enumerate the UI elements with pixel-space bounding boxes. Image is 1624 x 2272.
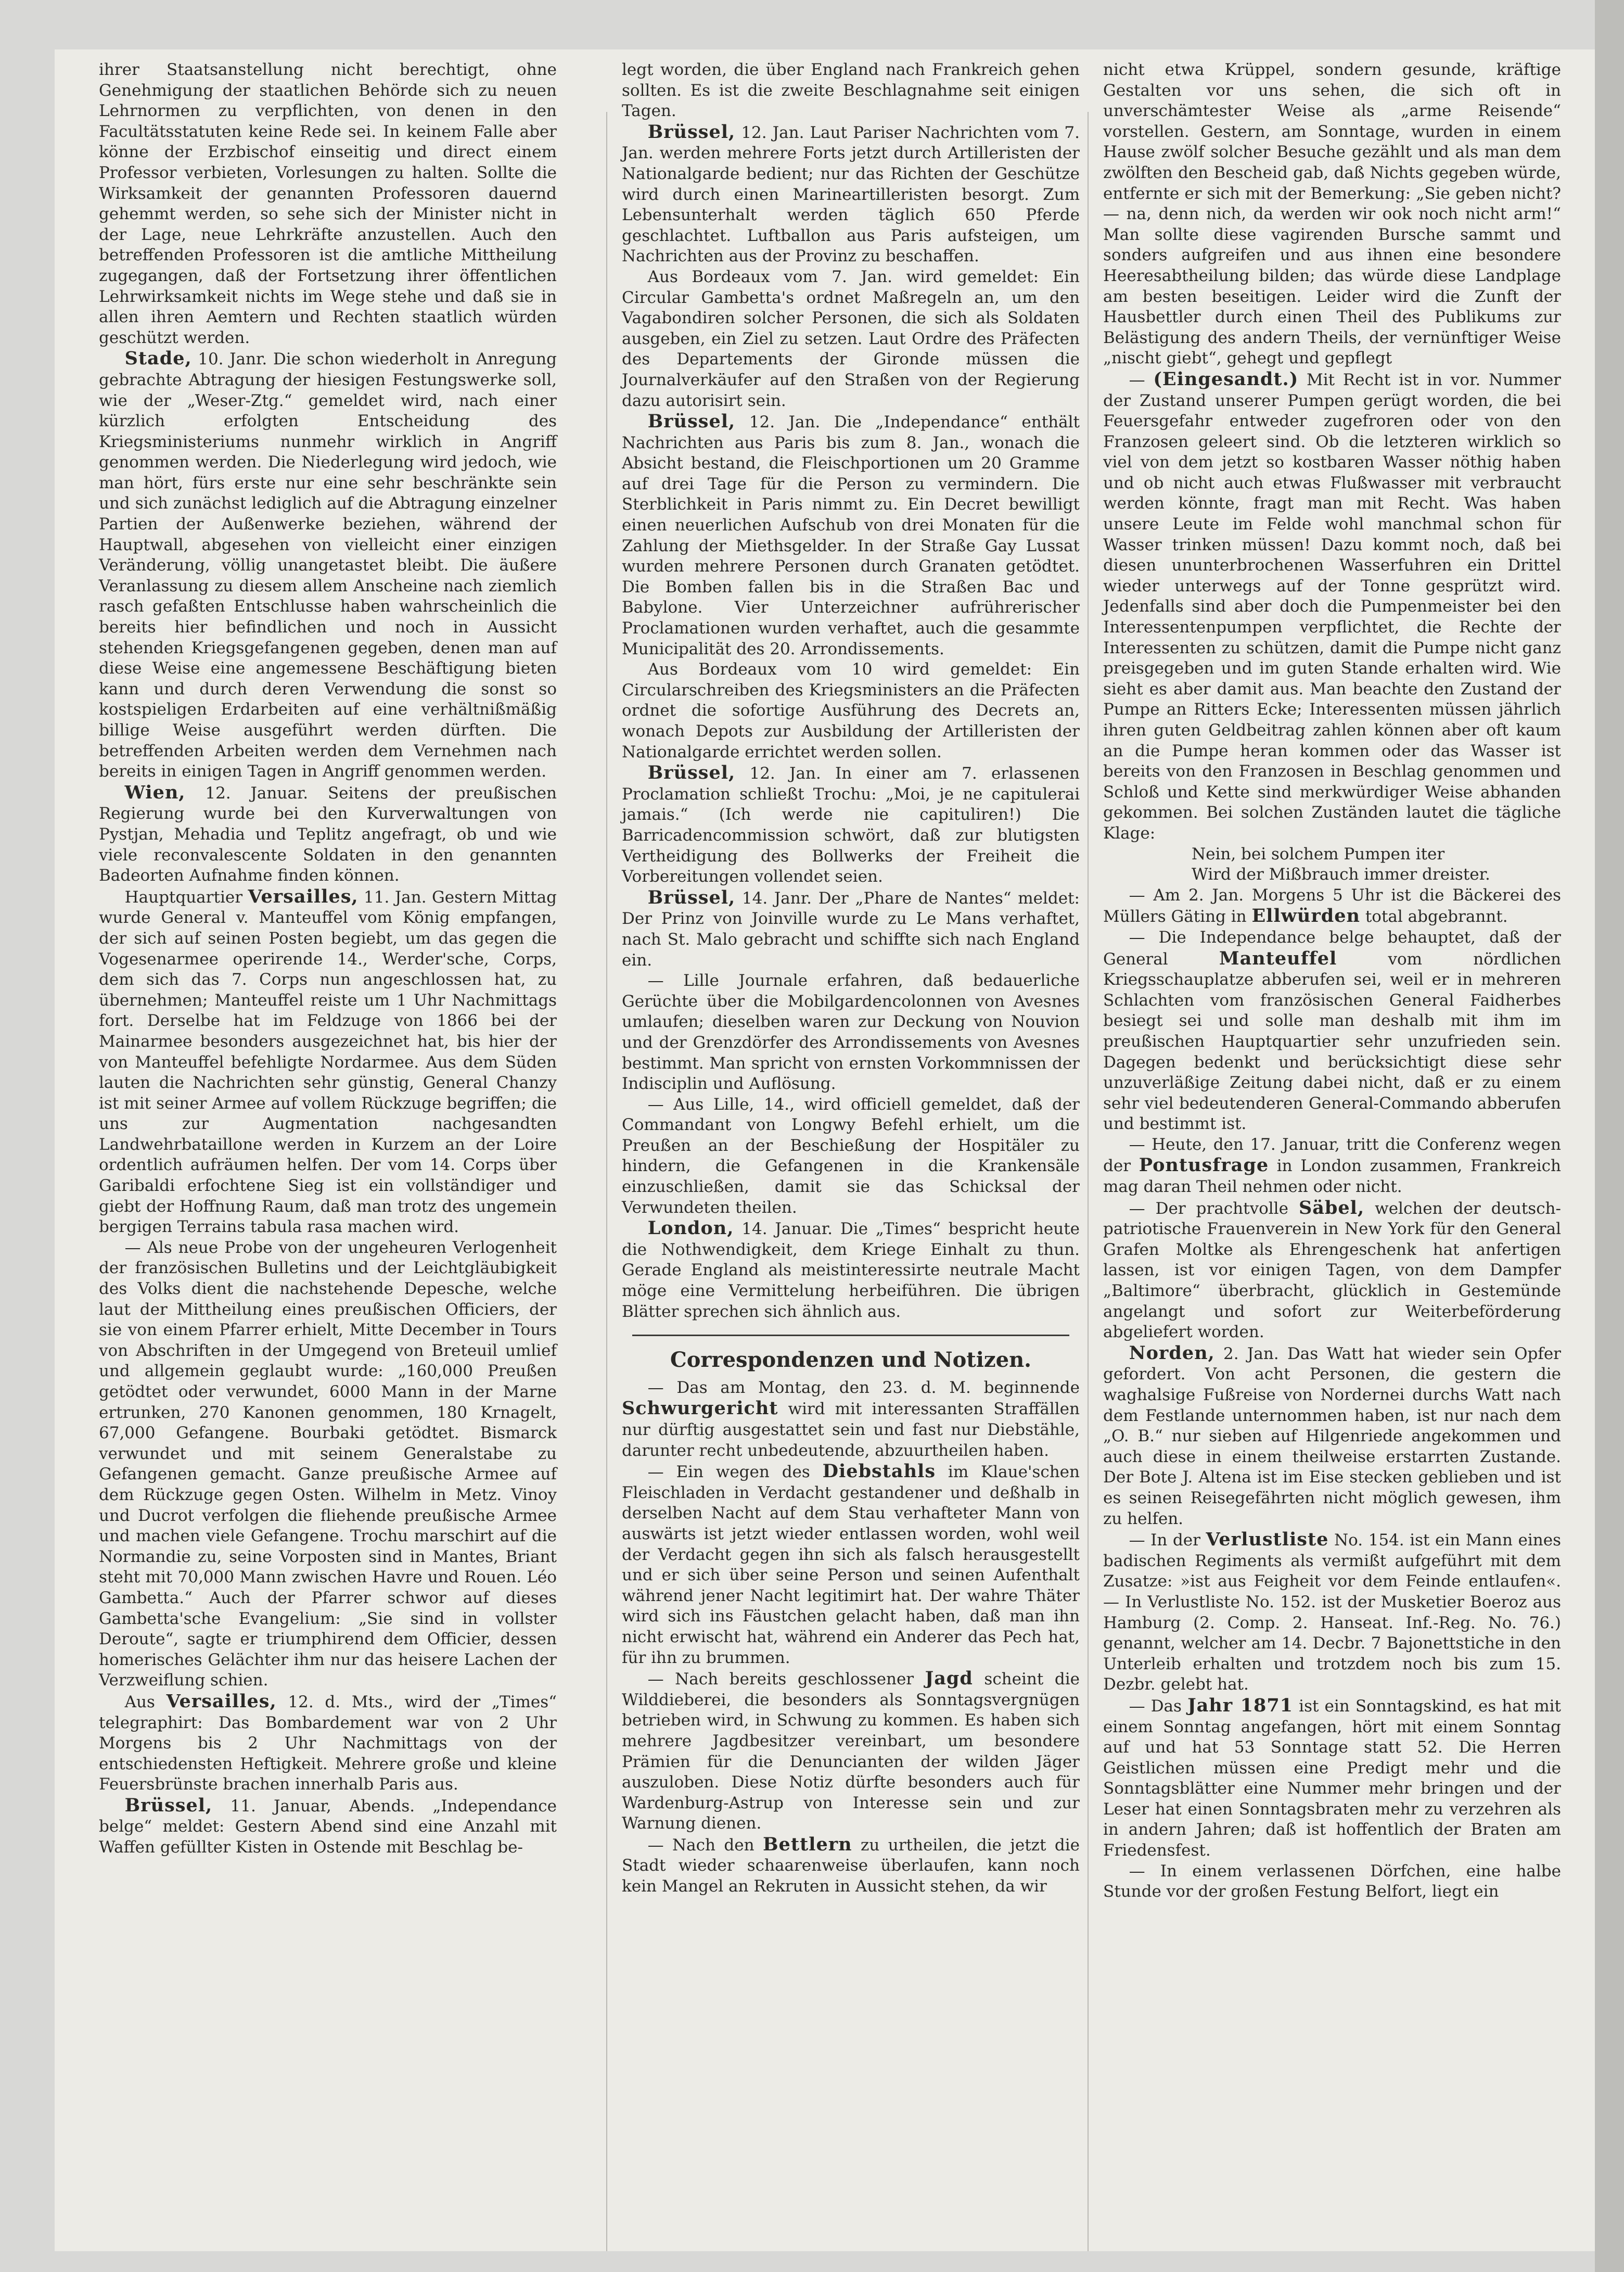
section-heading: Correspondenzen und Notizen. — [670, 1348, 1032, 1373]
dateline-prefix: Aus — [124, 1692, 167, 1711]
paragraph-text: — Aus Lille, 14., wird officiell gemeldet, daß der Commandant von Longwy Befehl erhielt, um die Preußen an der Beschießung der Hospitäler zu hindern, die Gefangenen in die Krankensäle einzuschließen, damit sie das Schicksal der Verwundeten theilen. — [622, 1095, 1080, 1217]
paragraph-text: — Ein wegen des — [647, 1463, 823, 1482]
paragraph-text: 14. Janr. Der „Phare de Nantes“ meldet: Der Prinz von Joinville wurde zu Le Mans verhaftet, nach St. Malo gebracht und schiffte sich nach England ein. — [622, 889, 1080, 970]
text-column-2 — [622, 60, 1080, 1897]
paragraph-text: Mit Recht ist in vor. Nummer der Zustand unserer Pumpen gerügt worden, die bei Feuersgefahr entweder zugefroren oder von den Franzosen geleert sind. Ob die letzteren wirklich so viel von dem jetzt so kostbaren Wasser nöthig haben und ob nicht auch etwas Flußwasser mit verbraucht werden könnte, fragt man mit Recht. Was haben unsere Leute im Felde wohl manchmal schon für Wasser trinken müssen! Dazu kommt noch, daß bei diesen ununterbrochenen Wasserfuhren ein Drittel wieder unterwegs auf der Tonne gesprützt wird. Jedenfalls sind aber doch die Pumpenmeister bei den Interessentenpumpen verpflichtet, die Rechte der Interessenten zu schützen, damit die Pumpe nicht ganz preisgegeben und im guten Stande erhalten wird. Wie sieht es aber damit aus. Man beachte den Zustand der Pumpe an Ritters Ecke; Interessenten müssen jährlich ihren guten Geldbeitrag zahlen können aber oft kaum an die Pumpe heran kommen oder das Wasser ist bereits von den Franzosen in Beschlag genommen und Schloß und Kette sind merkwürdiger Weise abhanden gekommen. Bei solchen Zuständen lautet die tägliche Klage: — [1103, 370, 1561, 843]
article-paragraph — [99, 348, 557, 782]
paragraph-text: 12. Jan. Laut Pariser Nachrichten vom 7. Jan. werden mehrere Forts jetzt durch Artilleristen der Nationalgarde bedient; nur das Richten der Geschütze wird durch einen Marineartilleristen besorgt. Zum Lebensunterhalt werden täglich 650 Pferde geschlachtet. Luftballon aus Paris aufsteigen, um Nachrichten aus der Provinz zu beschaffen. — [622, 123, 1080, 266]
page-edge — [1595, 0, 1624, 2272]
keyword: Schwurgericht — [622, 1398, 778, 1419]
article-paragraph — [1103, 60, 1561, 369]
dateline: Brüssel, — [647, 886, 736, 908]
article-paragraph — [1103, 1861, 1561, 1902]
article-paragraph — [622, 971, 1080, 1095]
article-paragraph — [1103, 928, 1561, 1135]
article-paragraph — [1103, 369, 1561, 844]
keyword: Pontusfrage — [1139, 1154, 1269, 1176]
column-divider — [1088, 112, 1089, 2251]
dateline: Brüssel, — [647, 411, 736, 433]
paragraph-text: — Am 2. Jan. Morgens 5 Uhr ist die Bäckerei des Müllers Gäting in — [1103, 885, 1561, 926]
dateline: Stade, — [124, 348, 192, 370]
paragraph-text: zu urtheilen, die jetzt die Stadt wieder schaarenweise überlaufen, kann noch kein Mangel an Rekruten in Aussicht stehen, da wir — [622, 1835, 1080, 1896]
paragraph-text: — In der — [1129, 1531, 1206, 1550]
keyword: Säbel, — [1298, 1197, 1365, 1218]
article-paragraph — [99, 782, 557, 886]
paragraph-text: vom nördlichen Kriegsschauplatze abberufen sei, weil er in mehreren Schlachten vom französischen General Faidherbes besiegt sei und solle man deshalb mit ihm im preußischen Hauptquartier sehr unzufrieden sein. Dagegen bedenkt und berücksichtigt diese sehr unzuverläßige Zeitung dabei nicht, daß er zu einem sehr viel bedeutenderen General-Commando abberufen und bestimmt ist. — [1103, 949, 1561, 1134]
article-paragraph — [99, 60, 557, 348]
article-paragraph — [99, 886, 557, 1238]
paragraph-text: — Die Independance belge behauptet, daß der General — [1103, 928, 1561, 969]
paragraph-text: 2. Jan. Das Watt hat wieder sein Opfer gefordert. Von acht Personen, die gestern die waghalsige Fußreise von Nordernei durchs Watt nach dem Festlande unternommen haben, ist nur nach dem „O. B.“ nur sieben auf Hilgenriede angekommen und auch diese in einem theilweise erstarrten Zustande. Der Bote J. Altena ist im Eise stecken geblieben und ist es seinen Reisegefährten nicht möglich gewesen, ihm zu helfen. — [1103, 1344, 1561, 1528]
article-paragraph — [622, 1834, 1080, 1897]
article-paragraph — [99, 1691, 557, 1795]
paragraph-text: — — [1129, 370, 1154, 389]
keyword: Manteuffel — [1219, 947, 1337, 969]
keyword: Ellwürden — [1251, 905, 1360, 927]
keyword: Jagd — [925, 1668, 973, 1690]
paragraph-text: wird mit interessanten Straffällen nur dürftig ausgestattet sein und fast nur Diebstähle, darunter recht unbedeutende, abzuurtheilen haben. — [622, 1400, 1080, 1460]
paragraph-text: 11. Jan. Gestern Mittag wurde General v. Manteuffel vom König empfangen, der sich auf seinen Posten begiebt, um das gegen die Vogesenarmee operirende 14., Werder'sche, Corps, dem sich das 7. Corps nun angeschlossen hat, zu übernehmen; Manteuffel reiste um 1 Uhr Nachmittags fort. Derselbe hat im Feldzuge von 1866 bei der Mainarmee besonders ausgezeichnet hat, bis hier der von Manteuffel befehligte Nordarmee. Aus dem Süden lauten die Nachrichten sehr günstig, General Chanzy ist mit seiner Armee auf vollem Rückzuge begriffen; die uns zur Augmentation nachgesandten Landwehrbataillone werden in Kurzem an der Loire ordentlich aufräumen helfen. Der vom 14. Corps über Garibaldi erfochtene Sieg ist ein vollständiger und giebt der Hoffnung Raum, daß man trotz des ungemein bergigen Terrains tabula rasa machen wird. — [99, 887, 557, 1237]
article-paragraph — [622, 1668, 1080, 1834]
paragraph-text: — Das am Montag, den 23. d. M. beginnende — [647, 1378, 1080, 1397]
paragraph-text: Aus Bordeaux vom 7. Jan. wird gemeldet: Ein Circular Gambetta's ordnet Maßregeln an, um den Vagabondiren solcher Personen, die sich als Soldaten ausgeben, ein Ziel zu setzen. Laut Ordre des Präfecten des Departements der Gironde müssen die Journalverkäufer auf den Straßen von der Regierung dazu autorisirt sein. — [622, 267, 1080, 410]
paragraph-text: — Nach den — [647, 1835, 763, 1855]
paragraph-text: 12. d. Mts., wird der „Times“ telegraphirt: Das Bombardement war von 2 Uhr Morgens bis 2 Uhr Nachmittags von der entschiedensten Heftigkeit. Mehrere große und kleine Feuersbrünste brachen innerhalb Paris aus. — [99, 1692, 557, 1794]
text-column-3 — [1103, 60, 1561, 1902]
paragraph-text: scheint die Wilddieberei, die besonders als Sonntagsvergnügen betrieben wird, in Schwung zu kommen. Es haben sich mehrere Jagdbesitzer vereinbart, um besondere Prämien für die Denuncianten der wilden Jäger auszuloben. Diese Notiz dürfte besonders auch für Wardenburg-Astrup von Interesse sein und zur Warnung dienen. — [622, 1670, 1080, 1833]
paragraph-text: — Als neue Probe von der ungeheuren Verlogenheit der französischen Bulletins und der Leichtgläubigkeit des Volks dient die nachstehende Depesche, welche laut der Mittheilung eines preußischen Officiers, der sie von einem Pfarrer erhielt, Mitte December in Tours von Abschriften in der Umgegend von Breteuil umlief und allgemein geglaubt wurde: „160,000 Preußen getödtet oder verwundet, 6000 Mann in der Marne ertrunken, 270 Kanonen genommen, 180 Krnagelt, 67,000 Gefangene. Bourbaki getödtet. Bismarck verwundet und mit seinem Generalstabe zu Gefangenen gemacht. Ganze preußische Armee auf dem Rückzuge gegen Osten. Wilhelm in Metz. Vinoy und Ducrot verfolgen die fliehende preußische Armee und machen viele Gefangene. Trochu marschirt auf die Normandie zu, seine Vorposten sind in Mantes, Briant steht mit 70,000 Mann zwischen Havre und Rouen. Léo Gambetta.“ Auch der Pfarrer schwor auf dieses Gambetta'sche Evangelium: „Sie sind in vollster Deroute“, sagte er triumphirend dem Officier, dessen homerisches Gelächter ihm nur das heisere Lachen der Verzweiflung schien. — [99, 1238, 557, 1690]
paragraph-text: — Nach bereits geschlossener — [647, 1670, 925, 1689]
paragraph-text: 10. Janr. Die schon wiederholt in Anregung gebrachte Abtragung der hiesigen Festungswerke soll, wie der „Weser-Ztg.“ gemeldet wird, nach einer kürzlich erfolgten Entscheidung des Kriegsministeriums nunmehr wirklich in Angriff genommen werden. Die Niederlegung wird jedoch, wie man hört, fürs erste nur eine sehr beschränkte sein und sich zunächst lediglich auf die Abtragung einzelner Partien der Außenwerke beziehen, während der Hauptwall, abgesehen von vielleicht einer einzigen Veränderung, völlig unangetastet bleibt. Die äußere Veranlassung zu diesem allem Anscheine nach ziemlich rasch gefaßten Entschlusse haben wahrscheinlich die bereits hier befindlichen und noch in Aussicht stehenden Kriegsgefangenen gegeben, denen man auf diese Weise eine angemessene Beschäftigung bieten kann und durch deren Verwendung die sonst so kostspieligen Erdarbeiten auf eine verhältnißmäßig billige Weise ausgeführt werden dürften. Die betreffenden Arbeiten werden dem Vernehmen nach bereits in einigen Tagen in Angriff genommen werden. — [99, 350, 557, 781]
dateline: Wien, — [124, 781, 186, 803]
paragraph-text: 14. Januar. Die „Times“ bespricht heute die Nothwendigkeit, dem Kriege Einhalt zu thun. Gerade England als meistinteressirte neutrale Macht möge eine Vermittelung herbeiführen. Die übrigen Blätter sprechen sich ähnlich aus. — [622, 1220, 1080, 1321]
paragraph-text: 12. Jan. Die „Independance“ enthält Nachrichten aus Paris bis zum 8. Jan., wonach die Absicht bestand, die Fleischportionen um 20 Gramme auf drei Tage für die Person zu vermindern. Die Sterblichkeit in Paris nimmt zu. Ein Decret bewilligt einen neuerlichen Aufschub von drei Monaten für die Zahlung der Miethsgelder. In der Straße Gay Lussat wurden mehrere Personen durch Granaten getödtet. Die Bomben fallen bis in die Straßen Bac und Babylone. Vier Unterzeichner aufrührerischer Proclamationen wurden verhaftet, auch die gesammte Municipalität des 20. Arrondissements. — [622, 413, 1080, 658]
keyword: Verlustliste — [1206, 1529, 1329, 1551]
dateline: Versailles, — [166, 1690, 277, 1712]
paragraph-text: 12. Januar. Seitens der preußischen Regierung wurde bei den Kurverwaltungen von Pystjan, Mehadia und Teplitz angefragt, ob und wie viele reconvalescente Soldaten in den genannten Badeorten Aufnahme finden können. — [99, 783, 557, 885]
paragraph-text: Aus Bordeaux vom 10 wird gemeldet: Ein Circularschreiben des Kriegsministers an die Präfecten ordnet die sofortige Ausführung des Decrets an, wonach Depots zur Ausbildung der Artilleristen der Nationalgarde errichtet werden sollen. — [622, 660, 1080, 761]
paragraph-text: 12. Jan. In einer am 7. erlassenen Proclamation schließt Trochu: „Moi, je ne capitulerai jamais.“ (Ich werde nie capituliren!) Die Barricadencommission schwört, daß zur blutigsten Vertheidigung des Bollwerks der Freiheit die Vorbereitungen vollendet seien. — [622, 764, 1080, 886]
article-paragraph — [99, 1795, 557, 1858]
paragraph-text: 11. Januar, Abends. „Independance belge“ meldet: Gestern Abend sind eine Anzahl mit Waffen gefüllter Kisten in Ostende mit Beschlag be- — [99, 1796, 557, 1857]
paragraph-text: im Klaue'schen Fleischladen in Verdacht gestandener und deßhalb in derselben Nacht auf dem Stau verhafteter Mann von auswärts ist jetzt wieder entlassen worden, wohl weil der Verdacht gegen ihn sich als falsch herausgestellt und er sich über seine Person und seinen Aufenthalt während jener Nacht legitimirt hat. Der wahre Thäter wird sich ins Fäustchen gelacht haben, daß man ihn nicht erwischt hat, während ein Anderer das Pech hat, für ihn zu brummen. — [622, 1463, 1080, 1667]
dateline: Brüssel, — [124, 1794, 213, 1816]
article-paragraph — [622, 411, 1080, 659]
dateline: Versailles, — [248, 885, 359, 907]
article-paragraph — [622, 659, 1080, 763]
keyword: Jahr 1871 — [1187, 1694, 1294, 1716]
paragraph-text: — Lille Journale erfahren, daß bedauerliche Gerüchte über die Mobilgardencolonnen von Avesnes umlaufen; dieselben waren zur Deckung von Nouvion und der Grenzdörfer des Arrondissements von Avesnes bestimmt. Man spricht von ernsten Vorkommnissen der Indisciplin und Auflösung. — [622, 971, 1080, 1094]
verse-line: Nein, bei solchem Pumpen iter — [1192, 844, 1445, 864]
section-rule — [632, 1335, 1069, 1336]
article-paragraph — [1103, 885, 1561, 928]
article-paragraph — [1103, 1135, 1561, 1198]
dateline-prefix: Hauptquartier — [124, 887, 248, 907]
paragraph-text: nicht etwa Krüppel, sondern gesunde, kräftige Gestalten vor uns sehen, die sich oft in unverschämtester Weise als „arme Reisende“ vorstellen. Gestern, am Sonntage, wurden in einem Hause zwölf solcher Besuche gezählt und als man dem zwölften den Bescheid gab, daß Nichts gegeben würde, entfernte er sich mit der Bemerkung: „Sie geben nicht? — na, denn nich, da werden wir ook noch nicht arm!“ Man sollte diese vagirenden Bursche sammt und sonders aufgreifen und aus ihnen eine besondere Heeresabtheilung bilden; das würde diese Landplage am besten beseitigen. Leider wird die Zunft der Hausbettler durch einen Theil des Publikums zur Belästigung des andern Theils, der vernünftiger Weise „nischt giebt“, gehegt und gepflegt — [1103, 60, 1561, 368]
article-paragraph — [1103, 1343, 1561, 1529]
article-paragraph — [1103, 1695, 1561, 1861]
keyword: (Eingesandt.) — [1153, 368, 1299, 390]
article-paragraph — [622, 1218, 1080, 1322]
article-paragraph — [622, 60, 1080, 122]
verse-line: Wird der Mißbrauch immer dreister. — [1192, 865, 1490, 884]
dateline: Brüssel, — [647, 121, 736, 143]
paragraph-text: in London zusammen, Frankreich mag daran Theil nehmen oder nicht. — [1103, 1157, 1561, 1197]
dateline: London, — [647, 1217, 734, 1239]
paragraph-text: — Das — [1129, 1696, 1188, 1716]
dateline: Brüssel, — [647, 762, 736, 784]
paragraph-text: — Der prachtvolle — [1129, 1199, 1299, 1218]
paragraph-text: ist ein Sonntagskind, es hat mit einem Sonntag angefangen, hört mit einem Sonntag auf und hat 53 Sonntage statt 52. Die Herren Geistlichen müssen eine Predigt mehr und die Sonntagsblätter eine Nummer mehr bringen und der Leser hat einen Sonntagsbraten mehr zu verzehren als in andern Jahren; daß ist hoffentlich der Braten am Friedensfest. — [1103, 1696, 1562, 1860]
article-paragraph — [99, 1238, 557, 1691]
paragraph-text: — In einem verlassenen Dörfchen, eine halbe Stunde vor der großen Festung Belfort, liegt ein — [1103, 1861, 1561, 1901]
paragraph-text: ihrer Staatsanstellung nicht berechtigt, ohne Genehmigung der staatlichen Behörde sich zu neuen Lehrnormen zu verpflichten, von denen in den Facultätsstatuten keine Rede sei. In keinem Falle aber könne der Erzbischof einseitig und direct einem Professor verbieten, Vorlesungen zu halten. Sollte die Wirksamkeit der genannten Professoren dauernd gehemmt werden, so sehe sich der Minister nicht in der Lage, neue Lehrkräfte anzustellen. Auch den betreffenden Professoren ist die amtliche Mittheilung zugegangen, daß der Fortsetzung ihrer öffentlichen Lehrwirksamkeit nichts im Wege stehe und daß sie in allen ihren Aemtern und Rechten staatlich würden geschützt werden. — [99, 60, 557, 347]
article-paragraph — [622, 1461, 1080, 1668]
text-column-1 — [99, 60, 557, 1858]
article-paragraph — [622, 763, 1080, 887]
paragraph-text: total abgebrannt. — [1360, 907, 1508, 926]
article-paragraph — [1103, 1198, 1561, 1343]
article-paragraph — [622, 267, 1080, 411]
keyword: Bettlern — [762, 1833, 852, 1855]
paragraph-text: No. 154. ist ein Mann eines badischen Regiments als vermißt aufgeführt mit dem Zusatze: »ist aus Feigheit vor dem Feinde entlaufen«. — In Verlustliste No. 152. ist der Musketier Boeroz aus Hamburg (2. Comp. 2. Hanseat. Inf.-Reg. No. 76.) genannt, welcher am 14. Decbr. 7 Bajonettstiche in den Unterleib erhalten und trotzdem noch bis zum 15. Dezbr. gelebt hat. — [1103, 1531, 1561, 1694]
article-paragraph — [622, 1378, 1080, 1461]
paragraph-text: — Heute, den 17. Januar, tritt die Conferenz wegen der — [1103, 1135, 1561, 1176]
keyword: Diebstahls — [822, 1461, 936, 1482]
article-paragraph — [622, 1095, 1080, 1218]
dateline: Norden, — [1129, 1342, 1215, 1364]
column-divider — [606, 112, 607, 2251]
article-paragraph — [622, 887, 1080, 971]
article-paragraph — [622, 122, 1080, 267]
article-paragraph — [1103, 1529, 1561, 1695]
paragraph-text: welchen der deutsch-patriotische Frauenverein in New York für den General Grafen Moltke als Ehrengeschenk hat anfertigen lassen, ist vor einigen Tagen, von dem Dampfer „Baltimore“ überbracht, glücklich in Gestemünde angelangt und sofort zur Weiterbeförderung abgeliefert worden. — [1103, 1199, 1561, 1342]
paragraph-text: legt worden, die über England nach Frankreich gehen sollten. Es ist die zweite Beschlagnahme seit einigen Tagen. — [622, 60, 1080, 121]
